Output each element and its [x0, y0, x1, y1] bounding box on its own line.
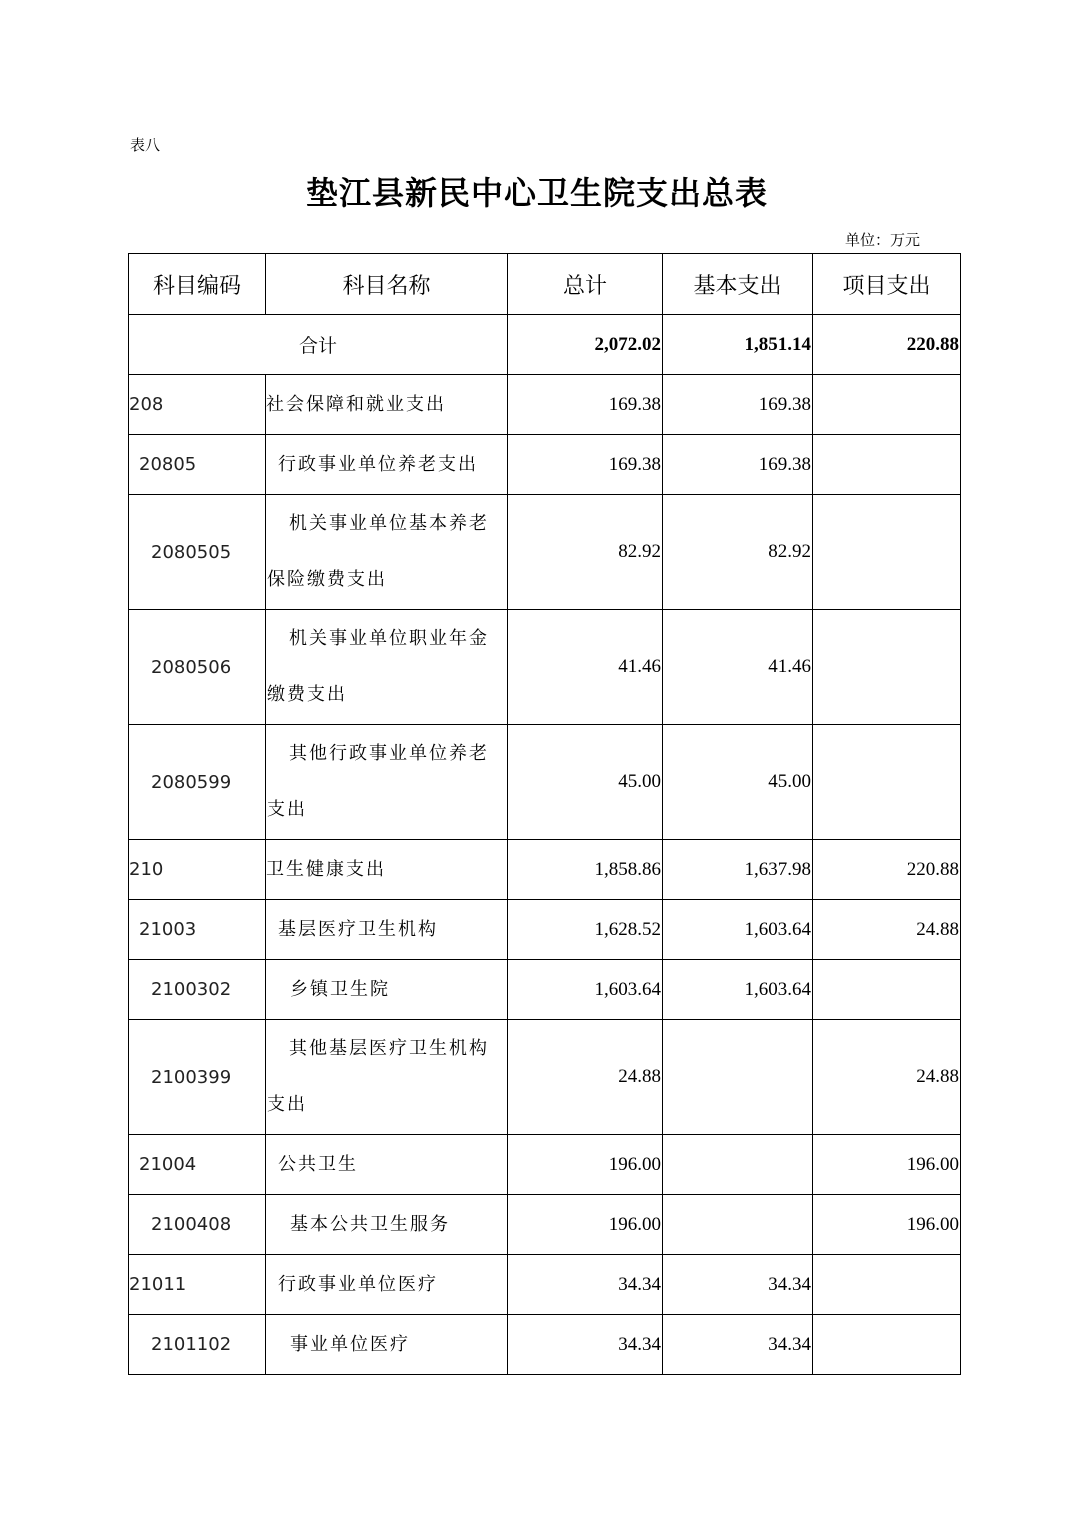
row-basic	[663, 1020, 813, 1135]
row-name: 行政事业单位医疗	[266, 1255, 508, 1315]
row-total: 34.34	[508, 1315, 663, 1375]
row-basic: 1,603.64	[663, 900, 813, 960]
table-row	[129, 1315, 961, 1375]
row-basic: 1,603.64	[663, 960, 813, 1020]
row-name: 其他基层医疗卫生机构支出	[266, 1020, 508, 1135]
row-code: 21004	[129, 1135, 266, 1195]
row-project: 220.88	[813, 840, 961, 900]
header-row	[129, 254, 961, 315]
table-row	[129, 900, 961, 960]
table-row	[129, 375, 961, 435]
row-project	[813, 725, 961, 840]
row-code: 2100408	[129, 1195, 266, 1255]
table-row	[129, 435, 961, 495]
row-basic: 1,637.98	[663, 840, 813, 900]
row-code: 2080505	[129, 495, 266, 610]
table-row	[129, 495, 961, 610]
total-label: 合计	[129, 315, 508, 375]
row-project: 196.00	[813, 1195, 961, 1255]
row-basic	[663, 1195, 813, 1255]
row-basic: 34.34	[663, 1315, 813, 1375]
header-total: 总计	[508, 254, 663, 315]
row-basic: 169.38	[663, 435, 813, 495]
unit-label: 单位：万元	[845, 231, 921, 249]
row-total: 196.00	[508, 1135, 663, 1195]
row-total: 169.38	[508, 375, 663, 435]
total-total: 2,072.02	[508, 315, 663, 375]
row-name: 行政事业单位养老支出	[266, 435, 508, 495]
row-name: 公共卫生	[266, 1135, 508, 1195]
row-basic: 169.38	[663, 375, 813, 435]
row-total: 82.92	[508, 495, 663, 610]
row-basic: 41.46	[663, 610, 813, 725]
row-name: 基本公共卫生服务	[266, 1195, 508, 1255]
row-name: 社会保障和就业支出	[266, 375, 508, 435]
row-code: 2080506	[129, 610, 266, 725]
header-code: 科目编码	[129, 254, 266, 315]
table-row	[129, 725, 961, 840]
row-code: 208	[129, 375, 266, 435]
table-row	[129, 1255, 961, 1315]
row-total: 24.88	[508, 1020, 663, 1135]
row-project	[813, 435, 961, 495]
row-total: 41.46	[508, 610, 663, 725]
row-basic: 82.92	[663, 495, 813, 610]
row-total: 1,603.64	[508, 960, 663, 1020]
row-project	[813, 960, 961, 1020]
row-basic: 34.34	[663, 1255, 813, 1315]
row-name: 机关事业单位职业年金缴费支出	[266, 610, 508, 725]
row-code: 2100302	[129, 960, 266, 1020]
row-code: 21003	[129, 900, 266, 960]
row-basic: 45.00	[663, 725, 813, 840]
row-project	[813, 375, 961, 435]
row-project	[813, 1315, 961, 1375]
total-row	[129, 315, 961, 375]
table-row	[129, 1020, 961, 1135]
row-project	[813, 610, 961, 725]
row-total: 196.00	[508, 1195, 663, 1255]
table-row	[129, 960, 961, 1020]
total-basic: 1,851.14	[663, 315, 813, 375]
row-code: 2101102	[129, 1315, 266, 1375]
row-code: 21011	[129, 1255, 266, 1315]
header-name: 科目名称	[266, 254, 508, 315]
row-total: 45.00	[508, 725, 663, 840]
row-total: 1,858.86	[508, 840, 663, 900]
row-project: 196.00	[813, 1135, 961, 1195]
row-name: 机关事业单位基本养老保险缴费支出	[266, 495, 508, 610]
table-row	[129, 610, 961, 725]
row-project: 24.88	[813, 1020, 961, 1135]
row-code: 210	[129, 840, 266, 900]
row-project	[813, 495, 961, 610]
row-name: 卫生健康支出	[266, 840, 508, 900]
row-total: 1,628.52	[508, 900, 663, 960]
row-project	[813, 1255, 961, 1315]
row-code: 2100399	[129, 1020, 266, 1135]
row-total: 34.34	[508, 1255, 663, 1315]
row-name: 其他行政事业单位养老支出	[266, 725, 508, 840]
row-basic	[663, 1135, 813, 1195]
total-project: 220.88	[813, 315, 961, 375]
row-name: 基层医疗卫生机构	[266, 900, 508, 960]
table-row	[129, 1135, 961, 1195]
row-total: 169.38	[508, 435, 663, 495]
row-name: 事业单位医疗	[266, 1315, 508, 1375]
page-title: 垫江县新民中心卫生院支出总表	[305, 174, 768, 212]
expenditure-table	[128, 253, 961, 1375]
row-project: 24.88	[813, 900, 961, 960]
header-project: 项目支出	[813, 254, 961, 315]
header-basic: 基本支出	[663, 254, 813, 315]
row-code: 2080599	[129, 725, 266, 840]
row-name: 乡镇卫生院	[266, 960, 508, 1020]
table-row	[129, 1195, 961, 1255]
table-number: 表八	[130, 136, 161, 154]
row-code: 20805	[129, 435, 266, 495]
table-row	[129, 840, 961, 900]
